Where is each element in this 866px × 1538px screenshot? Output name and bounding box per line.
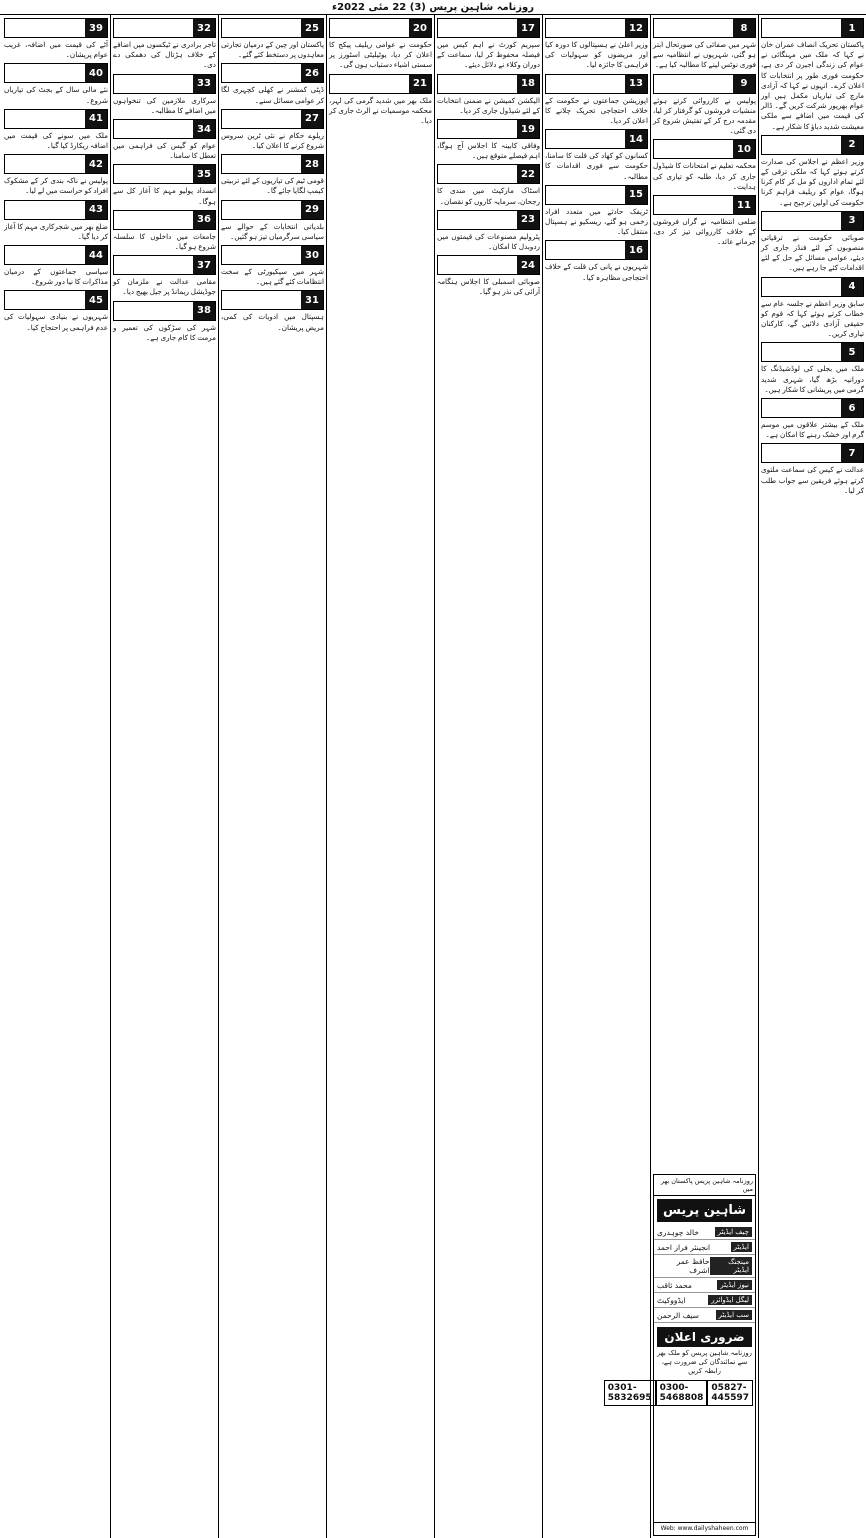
news-item-body: ملک میں بجلی کی لوڈشیڈنگ کا دورانیہ بڑھ گیا، شہری شدید گرمی میں پریشانی کا شکار ہیں۔: [761, 364, 864, 394]
news-item-tag: [114, 211, 193, 229]
news-item-tag: [114, 19, 193, 37]
news-item-number: 32: [193, 19, 215, 37]
news-item-body: پولیس نے ناکہ بندی کر کے مشکوک افراد کو حراست میں لے لیا۔: [4, 176, 108, 196]
news-item-header: [653, 195, 756, 215]
news-item-tag: [546, 19, 625, 37]
news-item-number: 38: [193, 302, 215, 320]
phone-number: 0300-5468808: [656, 1380, 708, 1406]
news-item-tag: [654, 75, 733, 93]
news-item-number: 18: [517, 75, 539, 93]
news-item: [653, 195, 756, 248]
news-item: [221, 63, 324, 105]
news-item-body: ٹریفک حادثے میں متعدد افراد زخمی ہو گئے، ریسکیو نے ہسپتال منتقل کیا۔: [545, 206, 648, 237]
newspaper-header: [0, 0, 866, 15]
news-item-header: [4, 200, 108, 220]
news-item-header: [113, 255, 216, 275]
news-item-header: [545, 18, 648, 38]
news-item: [545, 240, 648, 282]
news-item-tag: [222, 291, 301, 309]
news-item-number: 26: [301, 64, 323, 82]
news-item-tag: [5, 201, 85, 219]
news-item: [545, 129, 648, 182]
newspaper-title: روزنامہ شاہین پریس (3) 22 مئی 2022ء: [332, 1, 534, 13]
staff-row: [654, 1255, 755, 1278]
staff-role: ایڈیٹر: [731, 1242, 753, 1252]
news-item-tag: [762, 399, 841, 417]
news-item-body: بلدیاتی انتخابات کے حوالے سے سیاسی سرگرمیاں تیز ہو گئیں۔: [221, 221, 324, 241]
news-item-header: [4, 290, 108, 310]
news-item-tag: [438, 19, 517, 37]
news-item-body: پاکستان تحریک انصاف عمران خان نے کہا کہ ملک میں مہنگائی نے عوام کی زندگی اجیرن کر دی ہے، حکومت فوری طور پر انتخابات کا اعلان کرے۔ انہوں نے کہا کہ آزادی مارچ کی تیاریاں مکمل ہیں اور عوام بھرپور شرکت کریں گے۔ ڈالر کی قیمت میں اضافے سے ملکی معیشت شدید دباؤ کا شکار ہے۔: [761, 40, 864, 131]
news-item-body: سپریم کورٹ نے اہم کیس میں فیصلہ محفوظ کر لیا، سماعت کے دوران وکلاء نے دلائل دیئے۔: [437, 40, 540, 70]
news-item: [113, 74, 216, 116]
news-item-number: 43: [85, 201, 107, 219]
news-item-header: [761, 18, 864, 38]
news-item-header: [761, 277, 864, 297]
news-item-header: [437, 164, 540, 184]
news-item: [761, 135, 864, 208]
news-item-tag: [546, 186, 625, 204]
news-item-tag: [222, 110, 301, 128]
phone-number: 05827-445597: [707, 1380, 753, 1406]
news-item-body: عدالت نے کیس کی سماعت ملتوی کرتے ہوئے فریقین سے جواب طلب کر لیا۔: [761, 465, 864, 495]
staff-row: [654, 1308, 755, 1323]
news-item-number: 21: [409, 75, 431, 93]
staff-name: خالد چوہدری: [657, 1227, 699, 1237]
news-item-body: اسٹاک مارکیٹ میں مندی کا رجحان، سرمایہ کاروں کو نقصان۔: [437, 186, 540, 206]
news-item-body: محکمہ تعلیم نے امتحانات کا شیڈول جاری کر دیا، طلبہ کو تیاری کی ہدایت۔: [653, 161, 756, 191]
news-item-number: 29: [301, 201, 323, 219]
news-item-number: 24: [517, 256, 539, 274]
news-item: [437, 74, 540, 116]
news-item-number: 22: [517, 165, 539, 183]
phone-list: [607, 1378, 755, 1408]
news-item: [545, 185, 648, 238]
news-item-header: [437, 119, 540, 139]
news-item-tag: [762, 19, 841, 37]
news-item-tag: [5, 64, 85, 82]
staff-row: [654, 1278, 755, 1293]
news-item-number: 4: [841, 278, 863, 296]
news-item: [545, 18, 648, 71]
news-column: [2, 15, 110, 1538]
staff-row: [654, 1293, 755, 1308]
news-item-number: 27: [301, 110, 323, 128]
news-item-number: 8: [733, 19, 755, 37]
news-item-tag: [114, 120, 193, 138]
news-item-body: شہر میں صفائی کی صورتحال ابتر ہو گئی، شہریوں نے انتظامیہ سے فوری نوٹس لینے کا مطالبہ کیا ہے۔: [653, 40, 756, 70]
news-item-number: 1: [841, 19, 863, 37]
news-item-body: ڈپٹی کمشنر نے کھلی کچہری لگا کر عوامی مسائل سنے۔: [221, 85, 324, 105]
news-item-number: 6: [841, 399, 863, 417]
phone-number: 0301-5832695: [604, 1380, 656, 1406]
news-item-header: [4, 63, 108, 83]
news-item: [4, 200, 108, 242]
news-item-number: 39: [85, 19, 107, 37]
news-item: [761, 398, 864, 440]
staff-role: سب ایڈیٹر: [716, 1310, 752, 1320]
news-column: [434, 15, 542, 1538]
news-item: [113, 255, 216, 297]
news-item-header: [221, 154, 324, 174]
news-item-number: 16: [625, 241, 647, 259]
news-item: [113, 164, 216, 206]
news-item-tag: [438, 165, 517, 183]
staff-role: چیف ایڈیٹر: [715, 1227, 752, 1237]
news-item-tag: [654, 19, 733, 37]
news-item-number: 25: [301, 19, 323, 37]
news-item-body: وفاقی کابینہ کا اجلاس آج ہوگا، اہم فیصلے متوقع ہیں۔: [437, 141, 540, 161]
news-item-header: [329, 74, 432, 94]
news-item-number: 15: [625, 186, 647, 204]
news-item-header: [545, 74, 648, 94]
news-item: [221, 18, 324, 60]
news-item-body: سابق وزیر اعظم نے جلسہ عام سے خطاب کرتے ہوئے کہا کہ قوم کو حقیقی آزادی دلائیں گے، کارکنان تیاری کریں۔: [761, 298, 864, 339]
news-item-body: ملک کے بیشتر علاقوں میں موسم گرم اور خشک رہنے کا امکان ہے۔: [761, 420, 864, 440]
news-item: [653, 139, 756, 192]
news-item-tag: [762, 136, 841, 154]
news-column: [326, 15, 434, 1538]
news-item-body: شہریوں نے بنیادی سہولیات کی عدم فراہمی پر احتجاج کیا۔: [4, 312, 108, 332]
news-item-tag: [762, 444, 841, 462]
news-item-header: [221, 200, 324, 220]
news-item-tag: [546, 75, 625, 93]
news-item-number: 23: [517, 211, 539, 229]
news-item-tag: [330, 75, 409, 93]
news-item-header: [113, 74, 216, 94]
news-item-tag: [5, 155, 85, 173]
news-item-tag: [222, 19, 301, 37]
news-item: [113, 18, 216, 71]
news-column: [758, 15, 866, 1538]
news-item-number: 13: [625, 75, 647, 93]
news-item-body: حکومت نے عوامی ریلیف پیکج کا اعلان کر دیا، یوٹیلیٹی اسٹورز پر سستی اشیاء دستیاب ہوں گی۔: [329, 40, 432, 70]
news-item-tag: [654, 196, 733, 214]
news-item-tag: [222, 246, 301, 264]
news-item-header: [761, 443, 864, 463]
news-item: [221, 109, 324, 151]
staff-name: ایڈووکیٹ: [657, 1295, 686, 1305]
news-item-number: 30: [301, 246, 323, 264]
news-item-tag: [222, 64, 301, 82]
news-item-header: [653, 74, 756, 94]
news-item-body: اپوزیشن جماعتوں نے حکومت کے خلاف احتجاجی تحریک چلانے کا اعلان کر دیا۔: [545, 95, 648, 126]
website-link[interactable]: Web: www.dailyshaheen.com: [654, 1522, 755, 1535]
news-item-body: ملک بھر میں شدید گرمی کی لہر، محکمہ موسمیات نے الرٹ جاری کر دیا۔: [329, 95, 432, 126]
news-item-body: ملک میں سونے کی قیمت میں اضافہ ریکارڈ کیا گیا۔: [4, 130, 108, 151]
news-item-number: 9: [733, 75, 755, 93]
news-item-tag: [114, 302, 193, 320]
news-item-header: [329, 18, 432, 38]
news-item-tag: [762, 212, 841, 230]
news-item: [4, 245, 108, 287]
news-item-header: [761, 135, 864, 155]
news-item-tag: [222, 201, 301, 219]
news-item: [761, 277, 864, 340]
news-item-header: [4, 18, 108, 38]
news-item: [329, 74, 432, 127]
news-item-tag: [114, 256, 193, 274]
news-item-tag: [438, 75, 517, 93]
news-item-body: نئے مالی سال کے بجٹ کی تیاریاں شروع۔: [4, 85, 108, 105]
news-item-number: 37: [193, 256, 215, 274]
news-item-tag: [5, 110, 85, 128]
news-item-header: [437, 255, 540, 275]
staff-name: محمد ثاقب: [657, 1280, 692, 1290]
news-item-body: انسداد پولیو مہم کا آغاز کل سے ہوگا۔: [113, 186, 216, 206]
news-item-tag: [654, 140, 733, 158]
news-item-body: پاکستان اور چین کے درمیان تجارتی معاہدوں پر دستخط کئے گئے۔: [221, 40, 324, 60]
news-item-tag: [438, 211, 517, 229]
news-item: [761, 211, 864, 274]
news-item: [221, 290, 324, 332]
news-item: [4, 18, 108, 60]
news-item: [4, 63, 108, 105]
news-item-number: 12: [625, 19, 647, 37]
news-item-number: 20: [409, 19, 431, 37]
news-item-header: [761, 342, 864, 362]
news-item: [761, 443, 864, 496]
news-item: [4, 290, 108, 332]
staff-row: [654, 1225, 755, 1240]
notice-title: ضروری اعلان: [657, 1327, 752, 1347]
news-item: [329, 18, 432, 71]
staff-role: مینجنگ ایڈیٹر: [710, 1257, 752, 1275]
news-item: [761, 18, 864, 132]
news-item-header: [761, 211, 864, 231]
news-item-tag: [114, 75, 193, 93]
notice-body: روزنامہ شاہین پریس کو ملک بھر سے نمائندگان کی ضرورت ہے، رابطہ کریں: [657, 1349, 752, 1375]
news-item-body: سیاسی جماعتوں کے درمیان مذاکرات کا نیا دور شروع۔: [4, 267, 108, 287]
news-item-header: [545, 129, 648, 149]
staff-row: [654, 1240, 755, 1255]
news-item: [545, 74, 648, 127]
staff-role: نیوز ایڈیٹر: [717, 1280, 752, 1290]
news-item-header: [4, 245, 108, 265]
news-item-number: 7: [841, 444, 863, 462]
news-item-number: 44: [85, 246, 107, 264]
news-item-tag: [438, 256, 517, 274]
news-item-header: [221, 18, 324, 38]
masthead-box: [607, 1174, 756, 1536]
news-item-number: 28: [301, 155, 323, 173]
news-item-tag: [438, 120, 517, 138]
news-item-tag: [762, 278, 841, 296]
news-item-body: ضلعی انتظامیہ نے گراں فروشوں کے خلاف کارروائی تیز کر دی، جرمانے عائد۔: [653, 217, 756, 247]
news-item-body: قومی ٹیم کی تیاریوں کے لئے تربیتی کیمپ لگایا جائے گا۔: [221, 176, 324, 196]
news-item: [221, 154, 324, 196]
news-item-number: 5: [841, 343, 863, 361]
news-item-body: ہسپتال میں ادویات کی کمی، مریض پریشان۔: [221, 312, 324, 332]
news-item-number: 2: [841, 136, 863, 154]
masthead-top-text: روزنامہ شاہین پریس پاکستان بھر میں: [654, 1175, 755, 1196]
news-item-tag: [5, 291, 85, 309]
news-item-header: [437, 18, 540, 38]
news-item-body: وزیر اعلیٰ نے ہسپتالوں کا دورہ کیا اور مریضوں کو سہولیات کی فراہمی کا جائزہ لیا۔: [545, 40, 648, 70]
news-item-body: ضلع بھر میں شجرکاری مہم کا آغاز کر دیا گیا۔: [4, 221, 108, 241]
news-item-header: [545, 240, 648, 260]
news-item-tag: [5, 19, 85, 37]
news-item-header: [545, 185, 648, 205]
news-item-header: [4, 154, 108, 174]
news-item-body: کسانوں کو کھاد کی قلت کا سامنا، حکومت سے فوری اقدامات کا مطالبہ۔: [545, 151, 648, 181]
news-item-tag: [546, 130, 625, 148]
news-item: [4, 109, 108, 151]
news-item-body: وزیر اعظم نے اجلاس کی صدارت کرتے ہوئے کہا کہ ملکی ترقی کے لئے تمام اداروں کو مل کر کام کرنا ہوگا، عوام کو ریلیف فراہم کرنا حکومت کی اولین ترجیح ہے۔: [761, 156, 864, 207]
news-item-body: جامعات میں داخلوں کا سلسلہ شروع ہو گیا۔: [113, 231, 216, 252]
news-column: [218, 15, 326, 1538]
staff-name: سیف الرحمن: [657, 1310, 699, 1320]
news-item-number: 33: [193, 75, 215, 93]
staff-role: لیگل ایڈوائزر: [708, 1295, 752, 1305]
news-item: [113, 301, 216, 343]
news-item-header: [437, 74, 540, 94]
news-item: [437, 255, 540, 297]
news-item: [653, 74, 756, 137]
news-item-header: [653, 139, 756, 159]
news-item-number: 34: [193, 120, 215, 138]
news-item-header: [221, 63, 324, 83]
news-item-tag: [114, 165, 193, 183]
news-item-number: 40: [85, 64, 107, 82]
news-item: [761, 342, 864, 395]
news-item-header: [653, 18, 756, 38]
news-item: [437, 210, 540, 252]
news-item-number: 10: [733, 140, 755, 158]
news-item-header: [4, 109, 108, 129]
news-item-tag: [546, 241, 625, 259]
news-item-number: 11: [733, 196, 755, 214]
news-item-header: [437, 210, 540, 230]
news-item-header: [113, 301, 216, 321]
news-item-number: 35: [193, 165, 215, 183]
staff-name: انجینئر فراز احمد: [657, 1242, 711, 1252]
news-item-body: سرکاری ملازمین کی تنخواہوں میں اضافے کا مطالبہ۔: [113, 95, 216, 115]
news-item: [4, 154, 108, 196]
news-item-header: [113, 210, 216, 230]
news-item: [437, 164, 540, 206]
news-column: [542, 15, 650, 1538]
news-item-number: 41: [85, 110, 107, 128]
news-item-header: [113, 119, 216, 139]
news-item-body: مقامی عدالت نے ملزمان کو جوڈیشل ریمانڈ پر جیل بھیج دیا۔: [113, 277, 216, 297]
news-item-number: 17: [517, 19, 539, 37]
news-item: [653, 18, 756, 71]
staff-name: حافظ عمر اشرف: [676, 1257, 710, 1275]
news-item-body: الیکشن کمیشن نے ضمنی انتخابات کے لئے شیڈول جاری کر دیا۔: [437, 95, 540, 115]
news-item-header: [221, 245, 324, 265]
news-item-body: تاجر برادری نے ٹیکسوں میں اضافے کے خلاف ہڑتال کی دھمکی دے دی۔: [113, 40, 216, 70]
news-item: [221, 245, 324, 287]
news-item: [221, 200, 324, 242]
news-item-body: ریلوے حکام نے نئی ٹرین سروس شروع کرنے کا اعلان کیا۔: [221, 130, 324, 151]
news-item-tag: [330, 19, 409, 37]
news-item-header: [113, 164, 216, 184]
news-item-number: 19: [517, 120, 539, 138]
news-column: [110, 15, 218, 1538]
news-item-header: [113, 18, 216, 38]
news-item-tag: [5, 246, 85, 264]
news-item-number: 14: [625, 130, 647, 148]
masthead-logo: شاہین پریس: [657, 1199, 752, 1222]
news-item-body: صوبائی حکومت نے ترقیاتی منصوبوں کے لئے فنڈز جاری کر دیئے، عوامی مسائل کے حل کے لئے اقدامات کئے جا رہے ہیں۔: [761, 232, 864, 273]
news-item-header: [761, 398, 864, 418]
news-item: [113, 210, 216, 252]
news-item-header: [221, 290, 324, 310]
news-item-body: پولیس نے کارروائی کرتے ہوئے منشیات فروشوں کو گرفتار کر لیا، مقدمہ درج کر کے تفتیش شروع کر دی گئی۔: [653, 95, 756, 136]
news-item-number: 3: [841, 212, 863, 230]
news-item-body: عوام کو گیس کی فراہمی میں تعطل کا سامنا۔: [113, 141, 216, 161]
news-item: [437, 18, 540, 71]
news-item-number: 42: [85, 155, 107, 173]
news-columns: [0, 15, 866, 1538]
news-item: [113, 119, 216, 161]
news-item-body: آٹے کی قیمت میں اضافہ، غریب عوام پریشان۔: [4, 40, 108, 60]
news-item-tag: [222, 155, 301, 173]
news-item-tag: [762, 343, 841, 361]
news-item-body: شہریوں نے پانی کی قلت کے خلاف احتجاجی مظاہرہ کیا۔: [545, 262, 648, 282]
news-item-body: شہر کی سڑکوں کی تعمیر و مرمت کا کام جاری ہے۔: [113, 322, 216, 342]
news-item-number: 45: [85, 291, 107, 309]
news-item-body: صوبائی اسمبلی کا اجلاس ہنگامہ آرائی کی نذر ہو گیا۔: [437, 277, 540, 297]
news-item-number: 31: [301, 291, 323, 309]
news-item-body: پٹرولیم مصنوعات کی قیمتوں میں ردوبدل کا امکان۔: [437, 231, 540, 252]
news-item-number: 36: [193, 211, 215, 229]
news-item: [437, 119, 540, 161]
news-item-header: [221, 109, 324, 129]
news-item-body: شہر میں سیکیورٹی کے سخت انتظامات کئے گئے ہیں۔: [221, 267, 324, 287]
